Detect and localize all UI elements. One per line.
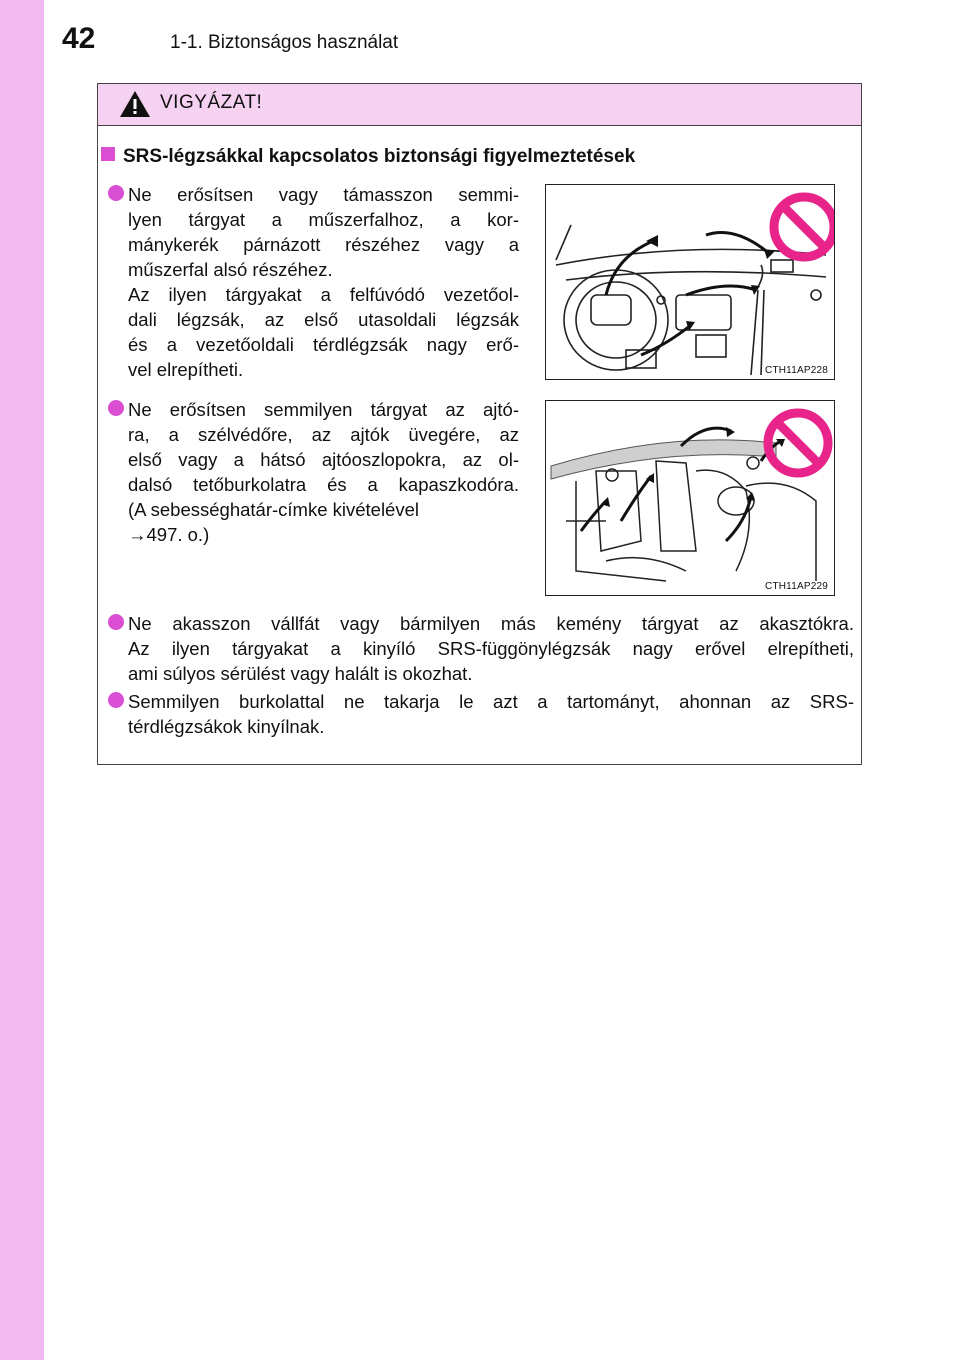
bullet-item [108, 182, 519, 382]
warning-box [97, 83, 862, 765]
bullet-line: mánykerék párnázott részéhez vagy a [128, 234, 519, 255]
page-number: 42 [62, 22, 96, 55]
bullet-line: vel elrepítheti. [128, 359, 244, 380]
bullet-line: dali légzsák, az első utasoldali légzsák [128, 309, 519, 330]
bullet-line: Ne erősítsen semmilyen tárgyat az ajtó- [128, 399, 519, 420]
bullet-line: ami súlyos sérülést vagy halált is okozhat. [128, 663, 473, 684]
bullet-dot-icon [108, 400, 124, 416]
bullet-dot-icon [108, 692, 124, 708]
bullet-line: és a vezetőoldali térdlégzsák nagy erő- [128, 334, 519, 355]
figure-code: CTH11AP229 [765, 581, 828, 592]
square-bullet-icon [101, 147, 115, 161]
bullet-line: Semmilyen burkolattal ne takarja le azt a tartományt, ahonnan az SRS- [128, 691, 854, 712]
bullet-dot-icon [108, 614, 124, 630]
warning-header [98, 84, 861, 126]
bullet-line: műszerfal alsó részéhez. [128, 259, 333, 280]
bullet-line: Ne erősítsen vagy támasszon semmi- [128, 184, 519, 205]
warning-triangle-icon [118, 89, 152, 119]
bullet-line: ra, a szélvédőre, az ajtók üvegére, az [128, 424, 519, 445]
bullet-line: Ne akasszon vállfát vagy bármilyen más kemény tárgyat az akasztókra. [128, 613, 854, 634]
figure-code: CTH11AP228 [765, 365, 828, 376]
bullet-item [108, 689, 854, 739]
warning-title: VIGYÁZAT! [160, 92, 263, 113]
bullet-line: (A sebességhatár-címke kivételével [128, 499, 419, 520]
bullet-line: első vagy a hátsó ajtóoszlopokra, az ol- [128, 449, 519, 470]
side-strip [0, 0, 44, 1360]
bullet-dot-icon [108, 185, 124, 201]
bullet-line: térdlégzsákok kinyílnak. [128, 716, 325, 737]
bullet-item [108, 397, 519, 547]
bullet-line: Az ilyen tárgyakat a kinyíló SRS-függönylégzsák nagy erővel elrepítheti, [128, 638, 854, 659]
figure-dashboard [545, 184, 835, 380]
bullet-item [108, 611, 854, 686]
figure-interior [545, 400, 835, 596]
dashboard-illustration [546, 185, 835, 380]
bullet-line: →497. o.) [128, 524, 210, 545]
bullet-line: Az ilyen tárgyakat a felfúvódó vezetőol- [128, 284, 519, 305]
section-header: 1-1. Biztonságos használat [170, 32, 399, 53]
prohibition-icon [774, 197, 834, 257]
section-title: SRS-légzsákkal kapcsolatos biztonsági figyelmeztetések [101, 146, 635, 168]
bullet-line: lyen tárgyat a műszerfalhoz, a kor- [128, 209, 519, 230]
bullet-line: dalsó tetőburkolatra és a kapaszkodóra. [128, 474, 519, 495]
interior-illustration [546, 401, 835, 596]
